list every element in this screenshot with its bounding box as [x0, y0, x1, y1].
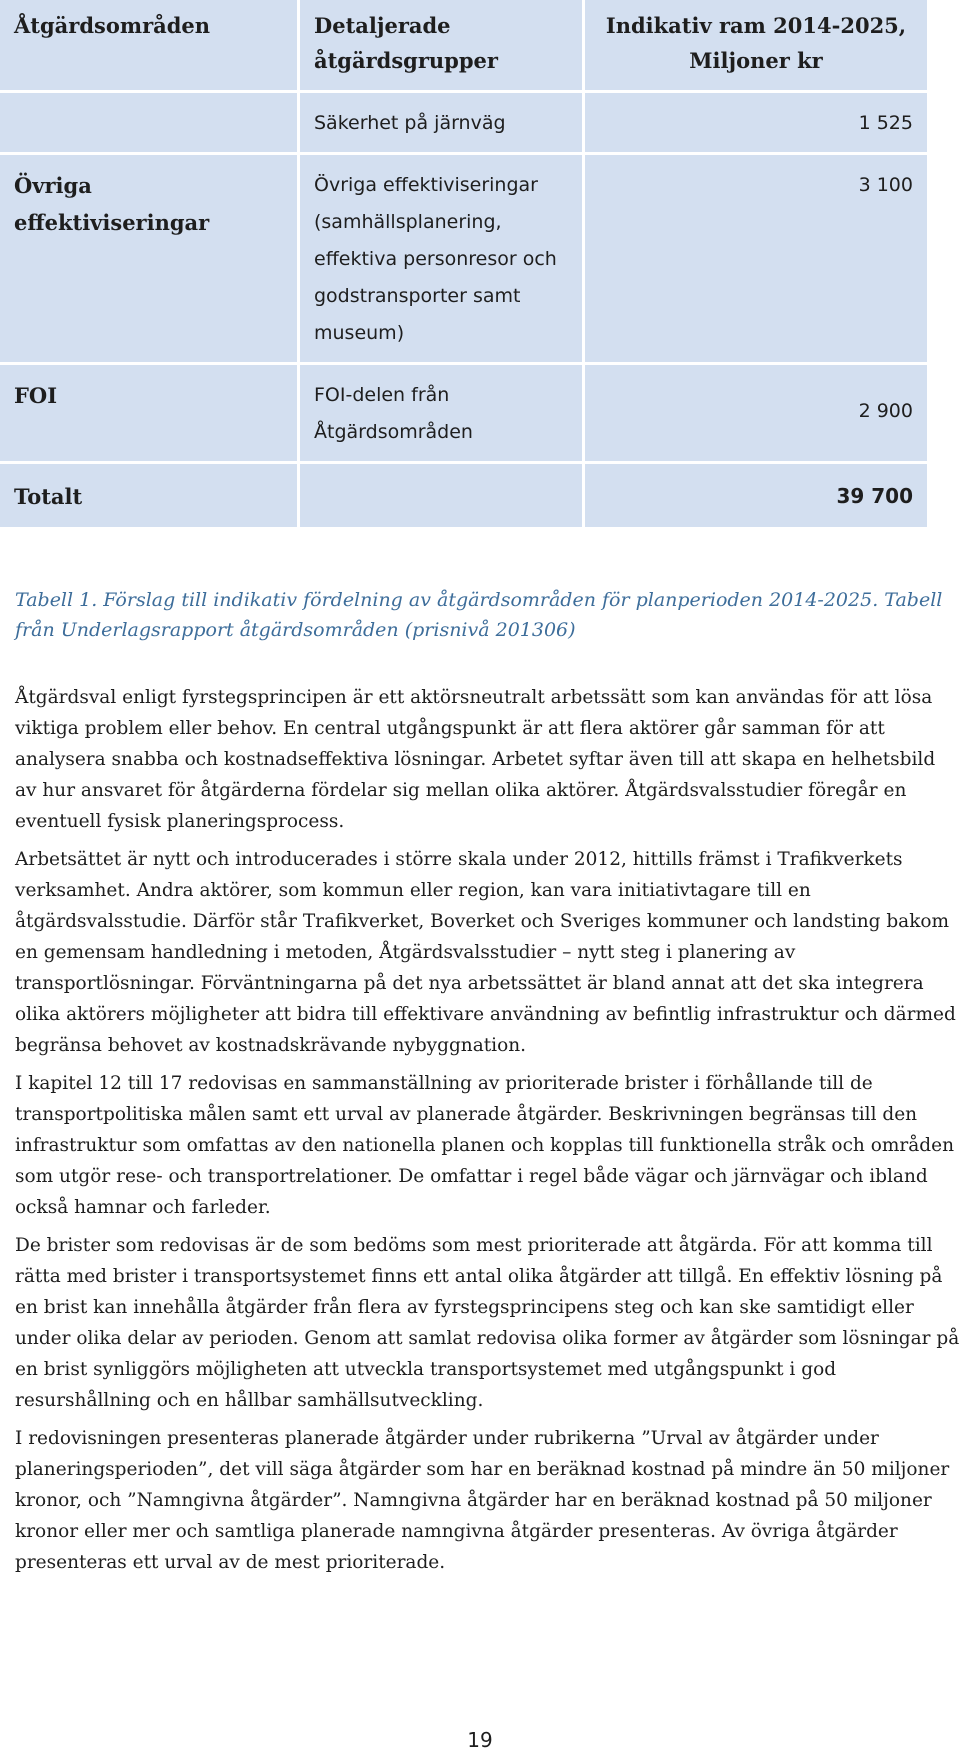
- table-row: [0, 93, 930, 155]
- total-empty-cell: [300, 464, 585, 530]
- row-area: [0, 93, 300, 155]
- total-label: Totalt: [0, 464, 300, 530]
- header-area: Åtgärdsområden: [0, 0, 300, 93]
- table-header-row: [0, 0, 930, 93]
- table-row: [0, 365, 930, 464]
- row-area: Övriga effektiviseringar: [0, 155, 300, 365]
- page-number: 19: [467, 1728, 493, 1752]
- row-value: 1 525: [585, 93, 930, 155]
- header-frame: Indikativ ram 2014-2025, Miljoner kr: [585, 0, 930, 93]
- row-group: Övriga effektiviseringar (samhällsplanering, effektiva personresor och godstransporter samt museum): [300, 155, 585, 365]
- row-value: 2 900: [585, 365, 930, 464]
- row-group: Säkerhet på järnväg: [300, 93, 585, 155]
- paragraph: De brister som redovisas är de som bedöms som mest prioriterade att åtgärda. För att komma till rätta med brister i transportsystemet finns ett antal olika åtgärder att tillgå. En effektiv lösning på en brist kan innehålla åtgärder från flera av fyrstegsprincipens steg och kan ske samtidigt eller under olika delar av perioden. Genom att samlat redovisa olika former av åtgärder som lösningar på en brist synliggörs möjligheten att utveckla transportsystemet med utgångspunkt i god resurshållning och en hållbar samhällsutveckling.: [15, 1235, 960, 1411]
- paragraph: Arbetsättet är nytt och introducerades i större skala under 2012, hittills främst i Trafikverkets verksamhet. Andra aktörer, som kommun eller region, kan vara initiativtagare till en åtgärdsvalsstudie. Därför står Trafikverket, Boverket och Sveriges kommuner och landsting bakom en gemensam handledning i metoden, Åtgärdsvalsstudier – nytt steg i planering av transportlösningar. Förväntningarna på det nya arbetssättet är bland annat att det ska integrera olika aktörers möjligheter att bidra till effektivare användning av befintlig infrastruktur och därmed begränsa behovet av kostnadskrävande nybyggnation.: [15, 849, 956, 1056]
- paragraph: I kapitel 12 till 17 redovisas en sammanställning av prioriterade brister i förhållande till de transportpolitiska målen samt ett urval av planerade åtgärder. Beskrivningen begränsas till den infrastruktur som omfattas av den nationella planen och kopplas till funktionella stråk och områden som utgör rese- och transportrelationer. De omfattar i regel både vägar och järnvägar och ibland också hamnar och farleder.: [15, 1073, 954, 1218]
- table-total-row: [0, 464, 930, 530]
- table-row: [0, 155, 930, 365]
- paragraph: I redovisningen presenteras planerade åtgärder under rubrikerna ”Urval av åtgärder under planeringsperioden”, det vill säga åtgärder som har en beräknad kostnad på mindre än 50 miljoner kronor, och ”Namngivna åtgärder”. Namngivna åtgärder har en beräknad kostnad på 50 miljoner kronor eller mer och samtliga planerade namngivna åtgärder presenteras. Av övriga åtgärder presenteras ett urval av de mest prioriterade.: [15, 1428, 950, 1573]
- allocation-table-wrapper: [0, 0, 930, 530]
- body-text: [15, 682, 960, 1585]
- allocation-table: [0, 0, 930, 530]
- row-value: 3 100: [585, 155, 930, 365]
- paragraph: Åtgärdsval enligt fyrstegsprincipen är ett aktörsneutralt arbetssätt som kan användas för att lösa viktiga problem eller behov. En central utgångspunkt är att flera aktörer går samman för att analysera snabba och kostnadseffektiva lösningar. Arbetet syftar även till att skapa en helhetsbild av hur ansvaret för åtgärderna fördelar sig mellan olika aktörer. Åtgärdsvalsstudier föregår en eventuell fysisk planeringsprocess.: [15, 687, 936, 832]
- total-value: 39 700: [585, 464, 930, 530]
- row-group: FOI-delen från Åtgärdsområden: [300, 365, 585, 464]
- header-groups: Detaljerade åtgärdsgrupper: [300, 0, 585, 93]
- table-caption: Tabell 1. Förslag till indikativ fördelning av åtgärdsområden för planperioden 2014-2025. Tabell från Underlagsrapport åtgärdsområden (prisnivå 201306): [15, 589, 943, 641]
- row-area: FOI: [0, 365, 300, 464]
